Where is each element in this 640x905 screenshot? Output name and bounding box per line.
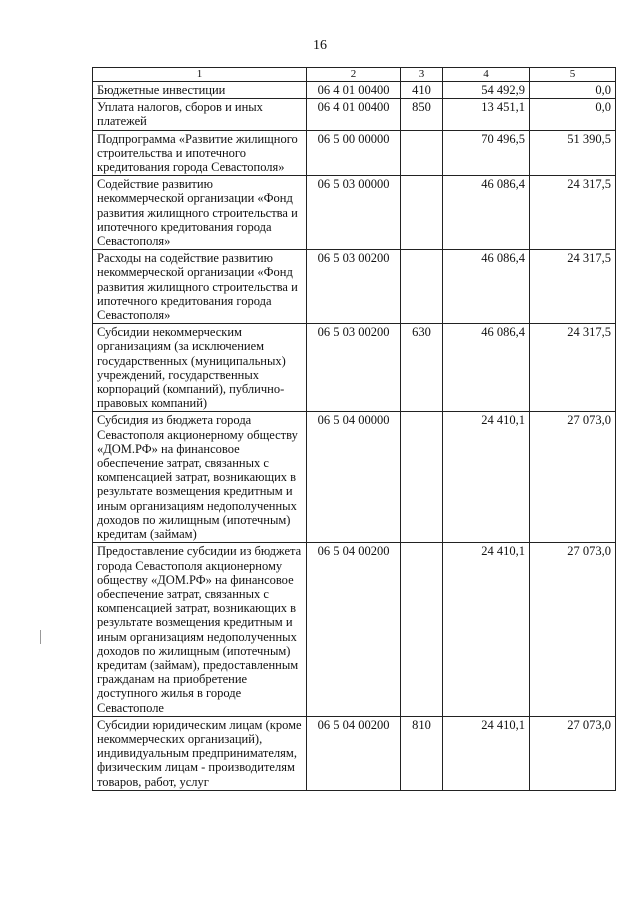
table-row — [93, 82, 616, 99]
row-name: Субсидии некоммерческим организациям (за исключением государственных (муниципальных) учреждений, государственных корпораций (компаний), публично-правовых компаний) — [93, 324, 307, 412]
table-row — [93, 716, 616, 790]
header-row — [93, 68, 616, 82]
row-value-2: 24 317,5 — [530, 324, 616, 412]
row-name: Уплата налогов, сборов и иных платежей — [93, 99, 307, 130]
row-value-1: 46 086,4 — [443, 176, 530, 250]
row-name: Расходы на содействие развитию некоммерческой организации «Фонд развития жилищного строительства и ипотечного кредитования города Севастополя» — [93, 250, 307, 324]
row-value-2: 27 073,0 — [530, 543, 616, 716]
row-code: 06 5 03 00200 — [307, 250, 401, 324]
table-row — [93, 99, 616, 130]
header-col-1: 1 — [93, 68, 307, 82]
row-value-2: 51 390,5 — [530, 130, 616, 176]
row-expense-type — [401, 250, 443, 324]
table-row — [93, 324, 616, 412]
table-row — [93, 250, 616, 324]
page-number: 16 — [313, 38, 327, 53]
row-value-2: 0,0 — [530, 99, 616, 130]
row-expense-type: 630 — [401, 324, 443, 412]
row-name: Содействие развитию некоммерческой организации «Фонд развития жилищного строительства и ипотечного кредитования города Севастополя» — [93, 176, 307, 250]
row-value-2: 24 317,5 — [530, 250, 616, 324]
row-code: 06 5 04 00200 — [307, 716, 401, 790]
row-value-1: 24 410,1 — [443, 412, 530, 543]
header-col-2: 2 — [307, 68, 401, 82]
row-name: Предоставление субсидии из бюджета города Севастополя акционерному обществу «ДОМ.РФ» на финансовое обеспечение затрат, связанных с компенсацией затрат, возникающих в результате возмещения кредитным и иным организациям недополученных доходов по жилищным (ипотечным) кредитам (займам), предоставленным гражданам на приобретение доступного жилья в городе Севастополе — [93, 543, 307, 716]
row-name: Подпрограмма «Развитие жилищного строительства и ипотечного кредитования города Севастополя» — [93, 130, 307, 176]
row-value-1: 46 086,4 — [443, 324, 530, 412]
row-code: 06 4 01 00400 — [307, 99, 401, 130]
row-expense-type — [401, 412, 443, 543]
header-col-5: 5 — [530, 68, 616, 82]
row-expense-type: 850 — [401, 99, 443, 130]
row-value-1: 54 492,9 — [443, 82, 530, 99]
row-value-1: 46 086,4 — [443, 250, 530, 324]
row-value-2: 0,0 — [530, 82, 616, 99]
row-expense-type — [401, 543, 443, 716]
row-value-1: 70 496,5 — [443, 130, 530, 176]
row-code: 06 5 00 00000 — [307, 130, 401, 176]
header-col-4: 4 — [443, 68, 530, 82]
table-row — [93, 130, 616, 176]
row-code: 06 5 04 00000 — [307, 412, 401, 543]
row-code: 06 5 03 00000 — [307, 176, 401, 250]
row-value-1: 24 410,1 — [443, 543, 530, 716]
budget-table — [92, 67, 616, 791]
row-value-1: 24 410,1 — [443, 716, 530, 790]
row-code: 06 5 04 00200 — [307, 543, 401, 716]
row-expense-type — [401, 176, 443, 250]
row-value-2: 24 317,5 — [530, 176, 616, 250]
row-name: Субсидия из бюджета города Севастополя акционерному обществу «ДОМ.РФ» на финансовое обеспечение затрат, связанных с компенсацией затрат, возникающих в результате возмещения кредитным и иным организациям недополученных доходов по жилищным (ипотечным) кредитам (займам) — [93, 412, 307, 543]
header-col-3: 3 — [401, 68, 443, 82]
table-row — [93, 543, 616, 716]
row-value-1: 13 451,1 — [443, 99, 530, 130]
row-name: Субсидии юридическим лицам (кроме некоммерческих организаций), индивидуальным предпринимателям, физическим лицам - производителям товаров, работ, услуг — [93, 716, 307, 790]
table-row — [93, 412, 616, 543]
row-expense-type: 410 — [401, 82, 443, 99]
row-value-2: 27 073,0 — [530, 716, 616, 790]
row-value-2: 27 073,0 — [530, 412, 616, 543]
row-code: 06 5 03 00200 — [307, 324, 401, 412]
row-code: 06 4 01 00400 — [307, 82, 401, 99]
row-expense-type — [401, 130, 443, 176]
row-name: Бюджетные инвестиции — [93, 82, 307, 99]
row-expense-type: 810 — [401, 716, 443, 790]
margin-mark — [40, 630, 41, 644]
table-row — [93, 176, 616, 250]
